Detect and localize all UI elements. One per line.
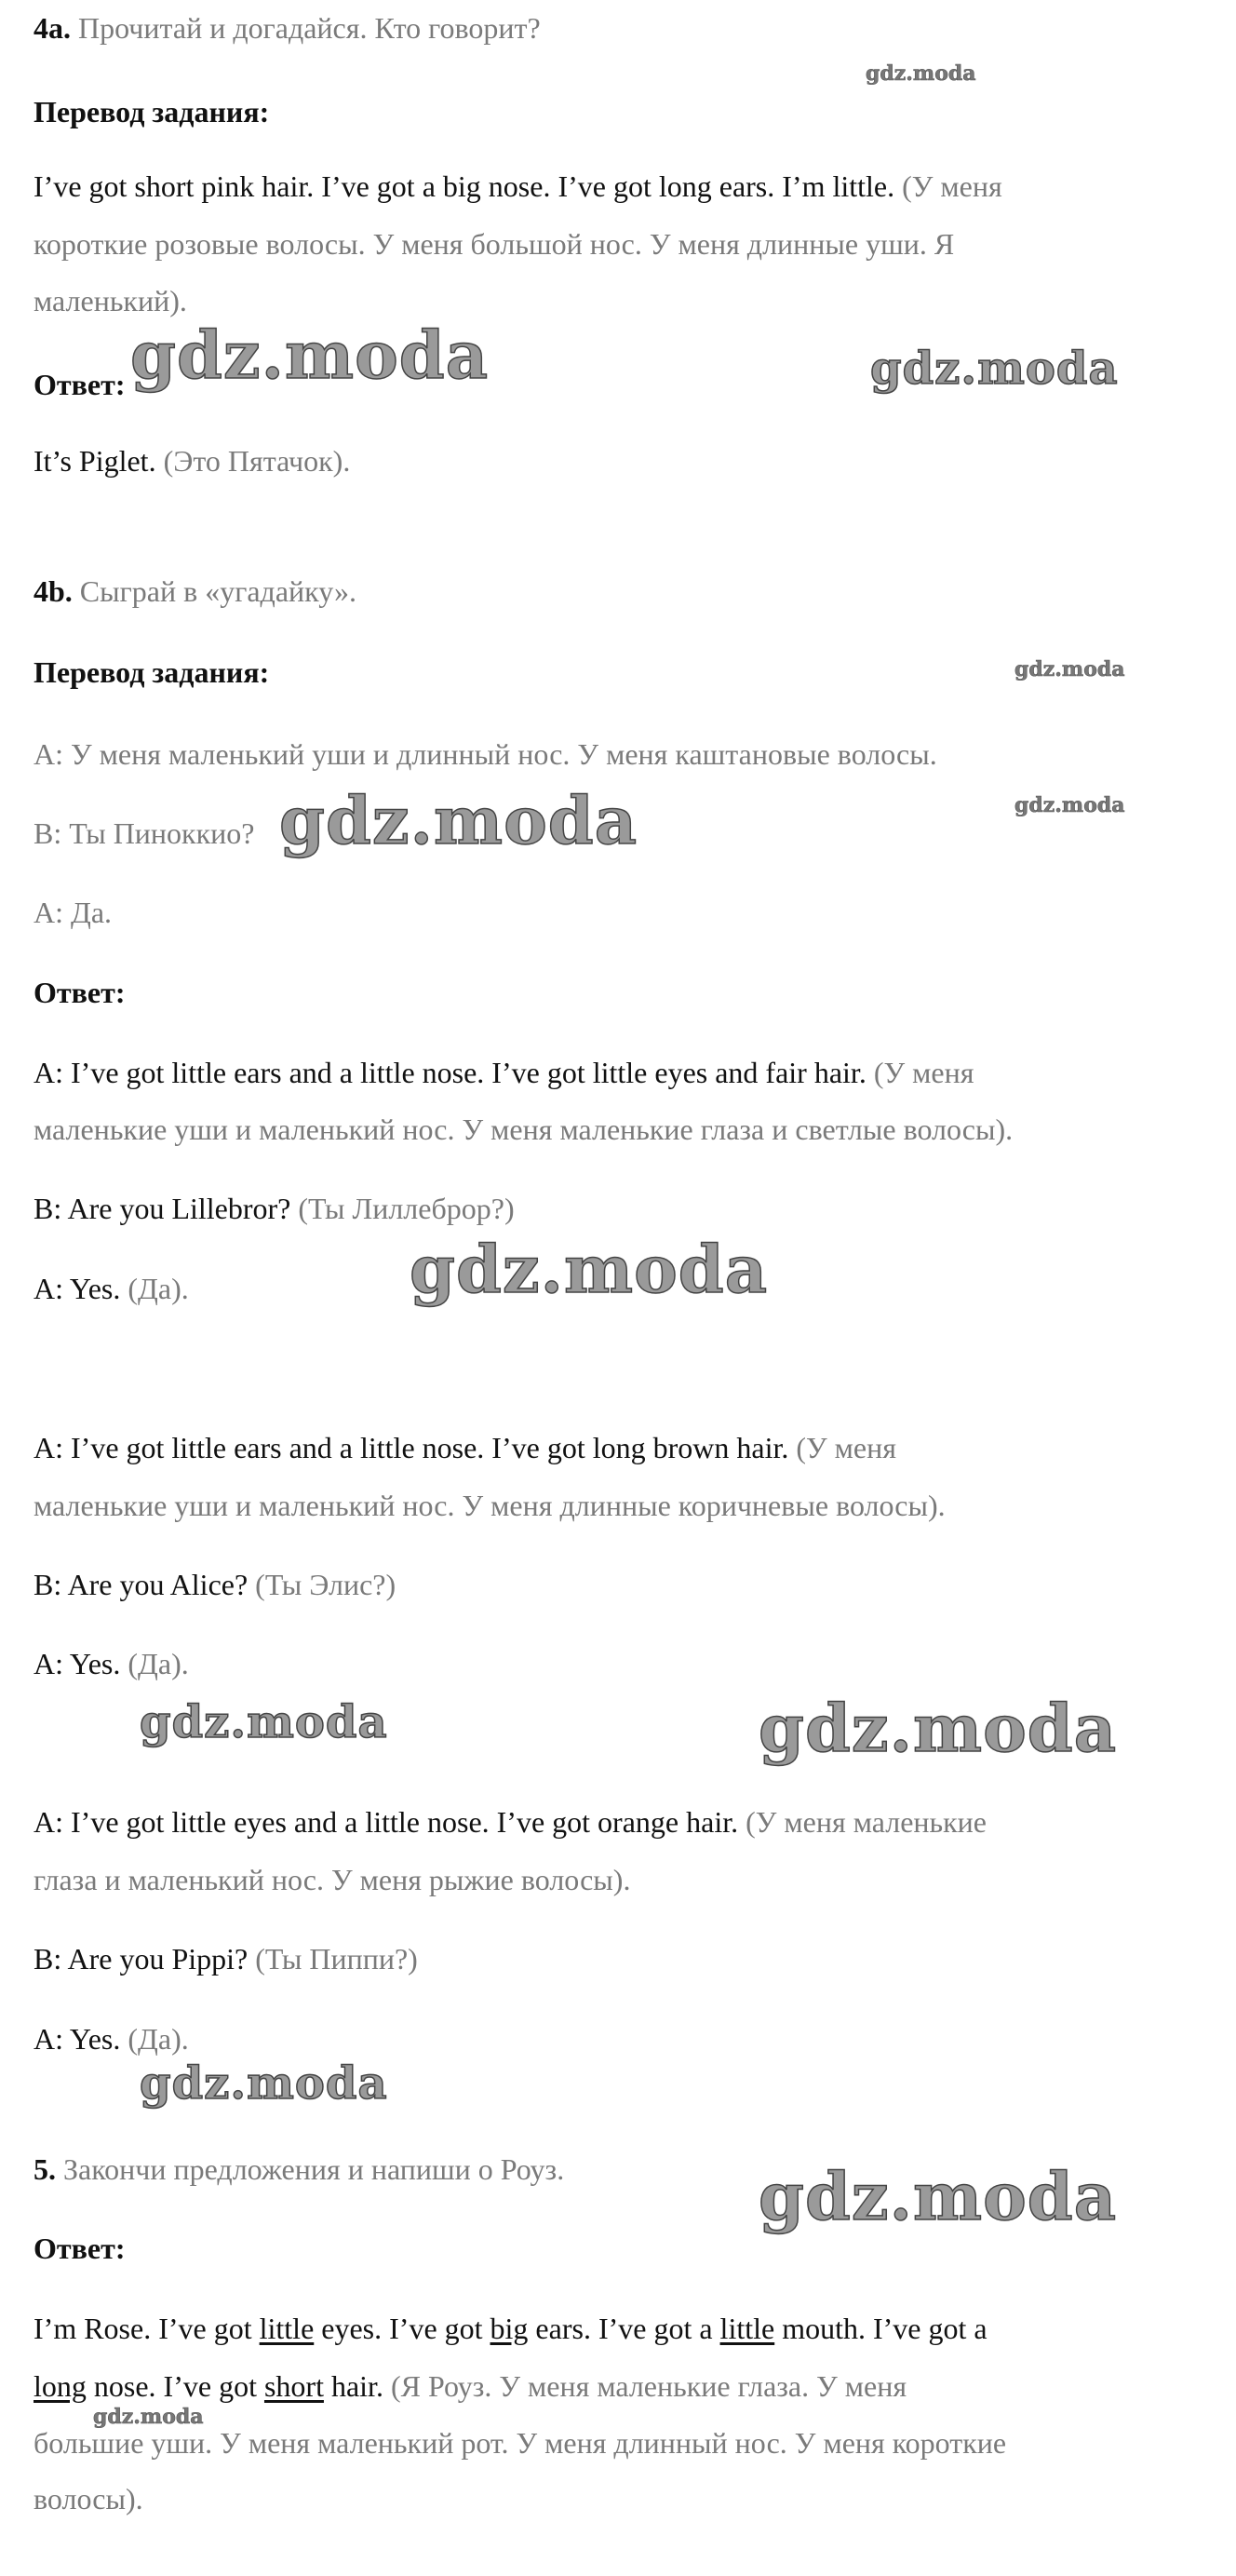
translation-line: A: Да. <box>34 896 113 929</box>
watermark: gdz.moda <box>1014 793 1125 817</box>
watermark: gdz.moda <box>410 1231 769 1308</box>
english-text: It’s Piglet. <box>34 444 156 478</box>
russian-text: (Я Роуз. У меня маленькие глаза. У меня <box>390 2369 907 2403</box>
text-line <box>34 168 1002 205</box>
english-text: mouth. I’ve got a <box>774 2312 987 2345</box>
english-text: A: I’ve got little ears and a little nose. I’ve got little eyes and fair hair. <box>34 1056 867 1089</box>
english-text: A: I’ve got little eyes and a little nose. I’ve got orange hair. <box>34 1805 739 1839</box>
russian-text: (Это Пятачок). <box>163 444 351 478</box>
task-5-heading <box>34 2151 564 2188</box>
answer-label: Ответ: <box>34 2232 126 2265</box>
translation-label: Перевод задания: <box>34 655 270 689</box>
english-text: hair. <box>323 2369 383 2403</box>
english-text: B: Are you Lillebror? <box>34 1192 291 1225</box>
dialogue-line <box>34 1270 189 1307</box>
watermark: gdz.moda <box>866 61 976 86</box>
russian-text: маленькие уши и маленький нос. У меня маленькие глаза и светлые волосы). <box>34 1113 1014 1146</box>
watermark: gdz.moda <box>870 343 1119 395</box>
english-text: I’m Rose. I’ve got <box>34 2312 260 2345</box>
russian-text: (Да). <box>128 1647 189 1680</box>
russian-text: маленькие уши и маленький нос. У меня длинные коричневые волосы). <box>34 1489 946 1522</box>
russian-text: (Да). <box>128 2022 189 2056</box>
watermark: gdz.moda <box>140 2057 388 2110</box>
english-text: ears. I’ve got a <box>528 2312 720 2345</box>
answer-line <box>34 2310 987 2347</box>
watermark: gdz.moda <box>759 2158 1118 2235</box>
task-instruction: Прочитай и догадайся. Кто говорит? <box>78 11 541 45</box>
watermark: gdz.moda <box>1014 657 1125 681</box>
russian-text: (У меня <box>873 1056 974 1089</box>
answer-label: Ответ: <box>34 368 126 401</box>
russian-text: большие уши. У меня маленький рот. У меня длинный нос. У меня короткие <box>34 2426 1007 2460</box>
task-number: 4a. <box>34 11 71 45</box>
task-instruction: Сыграй в «угадайку». <box>79 574 357 608</box>
watermark: gdz.moda <box>130 317 490 394</box>
answer-line <box>34 2367 907 2405</box>
dialogue-line <box>34 1803 987 1841</box>
russian-text: (Ты Элис?) <box>255 1568 396 1601</box>
dialogue-line <box>34 1940 418 1977</box>
english-text: A: I’ve got little ears and a little nose. I’ve got long brown hair. <box>34 1431 789 1464</box>
translation-line: B: Ты Пиноккио? <box>34 816 255 850</box>
russian-text: (Ты Пиппи?) <box>255 1942 418 1976</box>
russian-text: волосы). <box>34 2482 143 2515</box>
english-text: nose. I’ve got <box>86 2369 264 2403</box>
russian-text: (У меня <box>796 1431 896 1464</box>
russian-text: (Да). <box>128 1272 189 1305</box>
watermark: gdz.moda <box>93 2405 204 2429</box>
russian-text: (У меня <box>902 169 1002 203</box>
dialogue-line <box>34 1566 396 1603</box>
russian-text: маленький). <box>34 284 187 317</box>
filled-word: long <box>34 2369 87 2403</box>
english-text: B: Are you Alice? <box>34 1568 249 1601</box>
russian-text: глаза и маленький нос. У меня рыжие волосы). <box>34 1863 631 1896</box>
russian-text: короткие розовые волосы. У меня большой нос. У меня длинные уши. Я <box>34 227 955 261</box>
answer-line <box>34 442 350 479</box>
dialogue-line <box>34 2020 189 2057</box>
filled-word: little <box>259 2312 315 2345</box>
watermark: gdz.moda <box>759 1690 1118 1767</box>
task-4a-heading <box>34 9 541 47</box>
task-number: 5. <box>34 2152 56 2186</box>
english-text: A: Yes. <box>34 1272 121 1305</box>
filled-word: little <box>719 2312 775 2345</box>
answer-label: Ответ: <box>34 976 126 1009</box>
dialogue-line <box>34 1054 974 1091</box>
translation-label: Перевод задания: <box>34 95 270 128</box>
english-text: B: Are you Pippi? <box>34 1942 249 1976</box>
watermark: gdz.moda <box>140 1696 388 1748</box>
task-instruction: Закончи предложения и напиши о Роуз. <box>63 2152 565 2186</box>
dialogue-line <box>34 1190 515 1227</box>
translation-line: A: У меня маленький уши и длинный нос. У меня каштановые волосы. <box>34 737 937 771</box>
russian-text: (Ты Лиллеброр?) <box>298 1192 515 1225</box>
russian-text: (У меня маленькие <box>746 1805 987 1839</box>
filled-word: big <box>490 2312 529 2345</box>
english-text: A: Yes. <box>34 2022 121 2056</box>
watermark: gdz.moda <box>279 782 638 859</box>
english-text: eyes. I’ve got <box>314 2312 490 2345</box>
english-text: A: Yes. <box>34 1647 121 1680</box>
task-4b-heading <box>34 573 356 610</box>
dialogue-line <box>34 1429 896 1466</box>
task-number: 4b. <box>34 574 73 608</box>
filled-word: short <box>263 2369 324 2403</box>
dialogue-line <box>34 1645 189 1682</box>
english-text: I’ve got short pink hair. I’ve got a big nose. I’ve got long ears. I’m little. <box>34 169 895 203</box>
